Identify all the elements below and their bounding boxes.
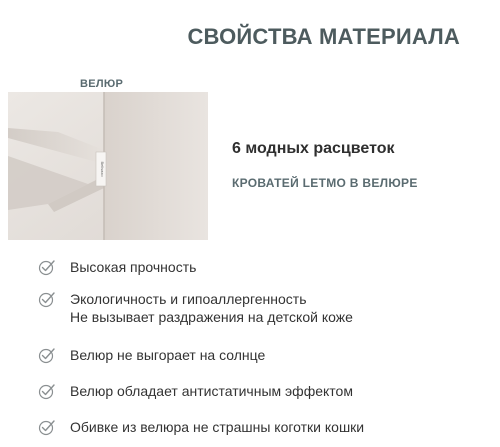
checkmark-circle-icon <box>38 290 56 308</box>
checkmark-circle-icon <box>38 382 56 400</box>
swatch-tag-text: Bellsaxo <box>100 161 105 177</box>
checkmark-circle-icon <box>38 258 56 276</box>
feature-item <box>38 382 488 400</box>
feature-item <box>38 290 488 326</box>
feature-item <box>38 258 488 276</box>
feature-item <box>38 418 488 436</box>
promo-subheadline: КРОВАТЕЙ LETMO В ВЕЛЮРЕ <box>232 176 418 190</box>
fabric-label: ВЕЛЮР <box>80 78 124 90</box>
feature-text: Высокая прочность <box>70 259 197 275</box>
page-title: СВОЙСТВА МАТЕРИАЛА <box>187 24 460 49</box>
feature-text: Велюр не выгорает на солнце <box>70 347 266 363</box>
feature-text: Экологичность и гипоаллергенность <box>70 291 307 307</box>
fabric-swatch-image <box>8 92 208 240</box>
promo-block <box>232 140 418 190</box>
feature-list <box>38 258 488 447</box>
swatch-right-panel <box>104 92 208 240</box>
feature-text: Обивке из велюра не страшны коготки кошки <box>70 419 365 435</box>
feature-text: Велюр обладает антистатичным эффектом <box>70 383 353 399</box>
feature-text: Не вызывает раздражения на детской коже <box>70 309 353 325</box>
promo-headline: 6 модных расцветок <box>232 140 395 157</box>
checkmark-circle-icon <box>38 346 56 364</box>
checkmark-circle-icon <box>38 418 56 436</box>
feature-item <box>38 346 488 364</box>
